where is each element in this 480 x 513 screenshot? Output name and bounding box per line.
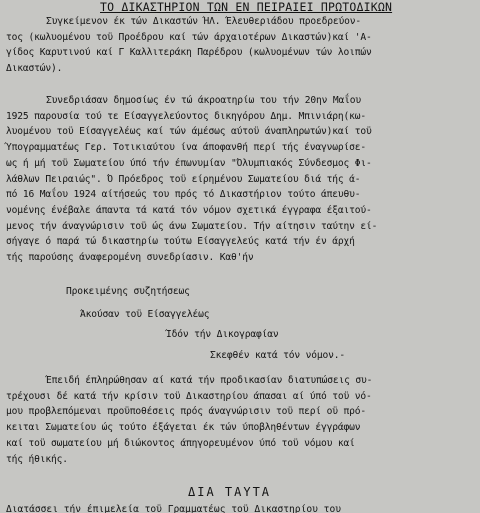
text-line: Ύπογραμματέως Γερ. Τοτικιαύτου ίνα άποφανθή περί τής έναγνωρίσε- <box>6 142 367 154</box>
text-line: ως ή μή τοϋ Σωματείου ύπό τήν έπωνυμίαν "Όλυμπιακός Σύνδεσμος Φι- <box>6 157 372 169</box>
text-line: κειται Σωματείου ώς τούτο έξάγεται έκ τών ύποβληθέντων έγγράφων <box>6 422 361 434</box>
text-line: Δικαστών). <box>6 63 63 75</box>
text-line: γίδος Καρυτινού καί Γ Καλλιτεράκη Παρέδρου (κωλυομένων τών λοιπών <box>6 47 372 59</box>
text-line: Έπειδή έπληρώθησαν αί κατά τήν προδικασίαν διατυπώσεις συ- <box>46 375 373 386</box>
text-line: Διατάσσει τήν έπιμελεία τοϋ Γραμματέως τοϋ Δικαστηρίου του <box>6 504 342 513</box>
text-line: νομένης ένέβαλε άπαντα τά κατά τόν νόμον σχετικά έγγραφα έξαιτού- <box>6 204 372 216</box>
text-line: μου προβλεπόμεναι προϋποθέσεις πρός άναγνώρισιν τοϋ περί οϋ πρό- <box>6 406 367 418</box>
text-line: μενος τήν άναγνώρισιν τοϋ ώς άνω Σωματείου. Τήν αίτησιν ταύτην εί- <box>6 220 378 232</box>
deliberation-line: Άκούσαν τοϋ Είσαγγελέως <box>80 308 210 320</box>
text-line: τής παρούσης άναφερομένη συνεδρίασιν. Καθ'ήν <box>6 252 254 264</box>
text-line: τος (κωλυομένου τοϋ Προέδρου καί τών άρχαιοτέρων Δικαστών)καί 'Α- <box>6 31 372 43</box>
section-heading: ΔΙΑ ΤΑΥΤΑ <box>188 485 272 499</box>
text-line: Συνεδριάσαν δημοσίως έν τώ άκροατηρίω του τήν 20ην Μαΐου <box>46 95 362 106</box>
paragraph-composition <box>6 14 476 77</box>
text-line: λυομένου τοϋ Είσαγγελέως καί τών άμέσως αύτοϋ άναπληρωτών)καί τοϋ <box>6 126 372 138</box>
text-line: σήγαγε ό παρά τώ δικαστηρίω τούτω Είσαγγελεύς κατά τήν έν άρχή <box>6 236 355 248</box>
text-line: τής ήθικής. <box>6 453 68 465</box>
deliberation-line: Σκεφθέν κατά τόν νόμον.- <box>210 350 346 362</box>
document-title: ΤΟ ΔΙΚΑΣΤΗΡΙΟΝ ΤΩΝ ΕΝ ΠΕΙΡΑΙΕΙ ΠΡΩΤΟΔΙΚΩΝ <box>100 0 393 14</box>
deliberation-line: Ίδόν τήν Δικογραφίαν <box>166 329 279 341</box>
paragraph-reasoning <box>6 373 476 467</box>
text-line: καί τοϋ σωματείου μή διώκοντος άπηγορευμένον ύπό τοϋ νόμου καί <box>6 437 355 449</box>
text-line: πό 16 Μαΐου 1924 αίτήσεώς του πρός τό Δικαστήριον τούτο άπευθυ- <box>6 189 361 201</box>
text-line: Συγκείμενον έκ τών Δικαστών ΉΛ. Έλευθεριάδου προεδρεύον- <box>46 16 362 27</box>
text-line: τρέχουσι δέ κατά τήν κρίσιν τοϋ Δικαστηρίου άπασαι αί ύπό τοϋ νό- <box>6 390 372 402</box>
deliberation-line: Προκειμένης συζητήσεως <box>66 286 190 297</box>
deliberation-block <box>6 284 476 364</box>
paragraph-session <box>6 93 476 266</box>
text-line: λάθλων Πειραιώς". Ό Πρόεδρος τοϋ είρημένου Σωματείου διά τής ά- <box>6 173 361 185</box>
text-line: 1925 παρουσία τού τε Είσαγγελεύοντος δικηγόρου Δημ. Μπινιάρη(κω- <box>6 110 367 122</box>
